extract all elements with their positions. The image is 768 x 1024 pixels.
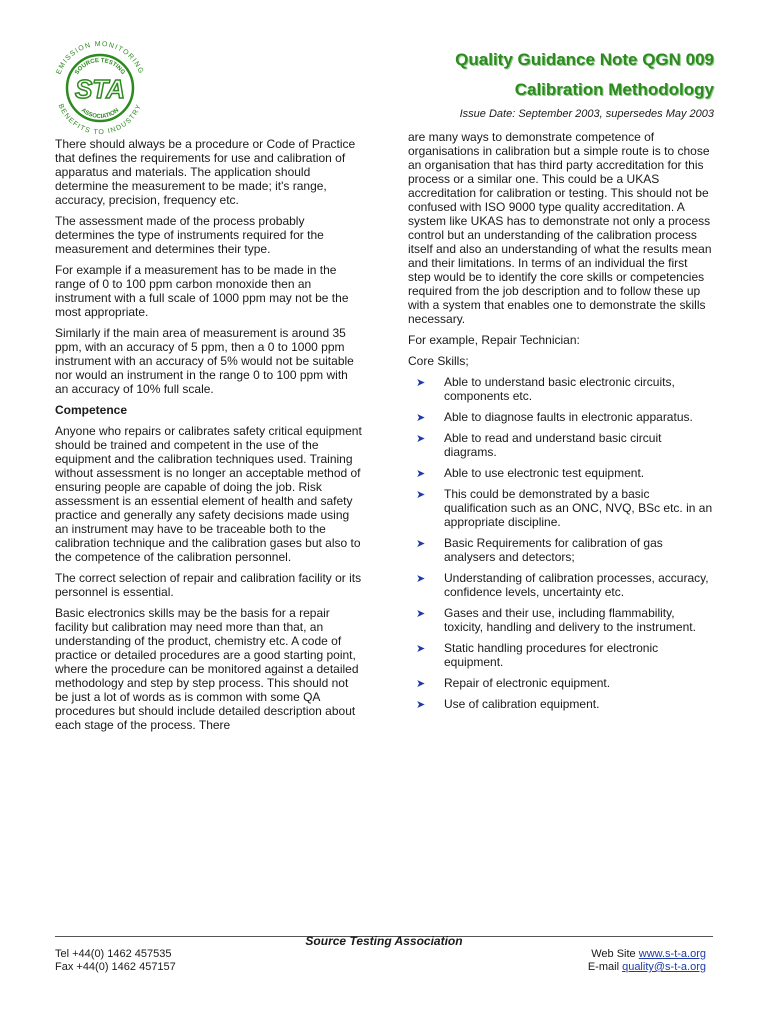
list-item: ➤ Able to diagnose faults in electronic apparatus. xyxy=(416,410,693,424)
paragraph: The assessment made of the process probably determines the type of instruments required for the measurement and determines their type. xyxy=(55,214,324,256)
list-item: ➤ Able to understand basic electronic circuits, components etc. xyxy=(416,375,675,403)
logo-ring-top-text: EMISSION MONITORING xyxy=(55,40,145,76)
footer-contact-web xyxy=(588,948,706,974)
section-heading-competence: Competence xyxy=(55,403,128,417)
logo-letters: STA xyxy=(74,74,126,104)
list-item: ➤ Able to use electronic test equipment. xyxy=(416,466,645,480)
arrow-bullet-icon: ➤ xyxy=(416,468,426,480)
right-column xyxy=(408,130,713,718)
website-link[interactable]: www.s-t-a.org xyxy=(638,948,706,960)
email-link[interactable]: quality@s-t-a.org xyxy=(622,961,706,973)
arrow-bullet-icon: ➤ xyxy=(416,608,426,620)
paragraph: There should always be a procedure or Code of Practice that defines the requirements for use and calibration of apparatus and materials. The application should determine the measurement to be made; it's range, accuracy, precision, frequency etc. xyxy=(55,137,356,207)
arrow-bullet-icon: ➤ xyxy=(416,412,426,424)
footer-organisation: Source Testing Association xyxy=(305,934,463,948)
arrow-bullet-icon: ➤ xyxy=(416,678,426,690)
list-item: ➤ Understanding of calibration processes, accuracy, confidence levels, uncertainty etc. xyxy=(416,571,709,599)
left-column xyxy=(55,137,363,739)
list-item: ➤ Repair of electronic equipment. xyxy=(416,676,611,690)
paragraph: are many ways to demonstrate competence of organisations in calibration but a simple route is to chose an organisation that has third party accreditation for this process or a similar one. This could be a UKAS accreditation for calibration or testing. This should not be confused with ISO 9000 type quality accreditation. A system like UKAS has to demonstrate not only a process control but an understanding of the calibration process itself and also an understanding of what the results mean and their limitations. In terms of an individual the first step would be to identify the core skills or competencies required from the job description and to follow these up with a system that enables one to demonstrate the skills necessary. xyxy=(408,130,712,326)
document-title: Quality Guidance Note QGN 009 xyxy=(455,50,714,69)
core-skills-list xyxy=(408,375,713,711)
list-item: ➤ Able to read and understand basic circuit diagrams. xyxy=(416,431,662,459)
logo-inner-top-text: SOURCE TESTING xyxy=(74,57,126,76)
arrow-bullet-icon: ➤ xyxy=(416,699,426,711)
footer-email-row: E-mail quality@s-t-a.org xyxy=(587,961,706,973)
list-item: ➤ Use of calibration equipment. xyxy=(416,697,600,711)
paragraph: Basic electronics skills may be the basis for a repair facility but calibration may need more than that, an understanding of the product, chemistry etc. A code of practice or detailed procedures are a good starting point, where the procedure can be monitored against a detailed methodology and step by step process. This should not be just a lot of words as is common with some QA procedures but should include detailed description about each stage of the process. There xyxy=(55,606,359,732)
paragraph: Anyone who repairs or calibrates safety critical equipment should be trained and competent in the use of the equipment and the calibration techniques used. Training without assessment is no longer an acceptable method of ensuring people are capable of doing the job. Risk assessment is an essential element of health and safety practice and generally any safety decisions made using an instrument may have to be traceable both to the calibration technique and the calibration gases but also to the competence of the calibration personnel. xyxy=(55,424,362,564)
footer-fax: Fax +44(0) 1462 457157 xyxy=(55,961,176,973)
paragraph: For example, Repair Technician: xyxy=(408,333,580,347)
arrow-bullet-icon: ➤ xyxy=(416,489,426,501)
logo-ring-bottom-text: BENEFITS TO INDUSTRY xyxy=(56,103,144,137)
arrow-bullet-icon: ➤ xyxy=(416,538,426,550)
document-subtitle: Calibration Methodology xyxy=(514,80,714,99)
arrow-bullet-icon: ➤ xyxy=(416,433,426,445)
issue-date: Issue Date: September 2003, supersedes May 2003 xyxy=(459,108,714,120)
footer-tel: Tel +44(0) 1462 457535 xyxy=(55,948,172,960)
logo-inner-bottom-text: ASSOCIATION xyxy=(79,107,121,121)
paragraph: Core Skills; xyxy=(408,354,469,368)
list-item: ➤ This could be demonstrated by a basic qualification such as an ONC, NVQ, BSc etc. in an appropriate discipline. xyxy=(416,487,713,529)
list-item: ➤ Basic Requirements for calibration of gas analysers and detectors; xyxy=(416,536,663,564)
paragraph: For example if a measurement has to be made in the range of 0 to 100 ppm carbon monoxide then an instrument with a full scale of 1000 ppm may not be the most appropriate. xyxy=(55,263,349,319)
footer-web-row: Web Site www.s-t-a.org xyxy=(591,948,706,960)
list-item: ➤ Static handling procedures for electronic equipment. xyxy=(416,641,659,669)
arrow-bullet-icon: ➤ xyxy=(416,573,426,585)
list-item: ➤ Gases and their use, including flammability, toxicity, handling and delivery to the instrument. xyxy=(416,606,696,634)
sta-logo xyxy=(44,32,156,144)
footer-contact-phone xyxy=(55,948,176,974)
paragraph: The correct selection of repair and calibration facility or its personnel is essential. xyxy=(55,571,362,599)
arrow-bullet-icon: ➤ xyxy=(416,643,426,655)
paragraph: Similarly if the main area of measurement is around 35 ppm, with an accuracy of 5 ppm, then a 0 to 1000 ppm instrument with an accuracy of 5% would not be suitable nor would an instrument in the range 0 to 100 ppm with an accuracy of 10% full scale. xyxy=(55,326,354,396)
arrow-bullet-icon: ➤ xyxy=(416,377,426,389)
